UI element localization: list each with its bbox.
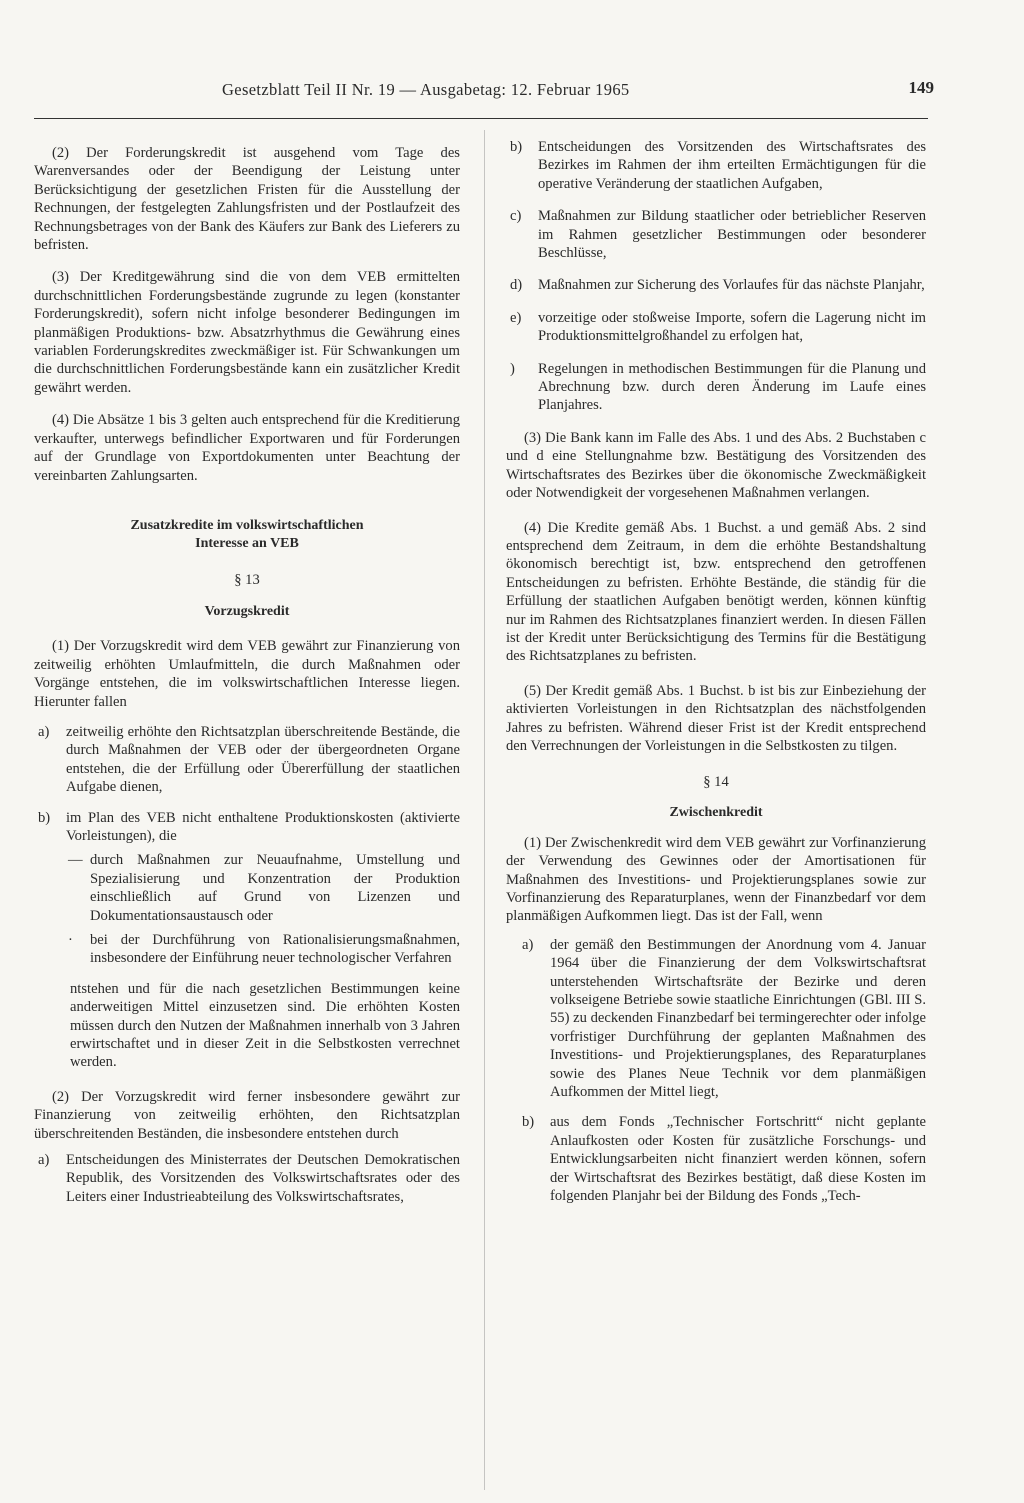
item-label: b) [510,139,523,155]
section-heading-zusatzkredite [34,517,460,553]
paragraph-5: (5) Der Kredit gemäß Abs. 1 Buchst. b ist bis zur Einbeziehung der aktivierten Vorleistungen in den Richtsatzplan des nächstfolgenden Jahres zu befristen. Während dieser Frist ist der Kredit entsprechend den Verrechnungen der Vorleistungen in die Selbstkosten zu tilgen. [506,682,926,754]
dash-text: durch Maßnahmen zur Neuaufnahme, Umstellung und Spezialisierung und Konzentration der Produktion einschließlich auf Grund von Lizenzen und Dokumentationsaustausch oder [90,852,460,924]
paragraph-3: (3) Der Kreditgewährung sind die von dem VEB ermittelten durchschnittlichen Forderungsbestände zugrunde zu legen (konstanter Forderungskredit), sofern nicht infolge besonderer Bedingungen im planmäßigen Produktions- bzw. Absatzrhythmus die Gewährung eines variablen Forderungskredites zweckmäßiger ist. Für Schwankungen um die durchschnittlichen Forderungsbestände kann ein zusätzlicher Kredit gewährt werden. [34,269,460,396]
s14-item-a [518,936,926,1102]
s14-paragraph-1: (1) Der Zwischenkredit wird dem VEB gewährt zur Vorfinanzierung der Verwendung des Gewinnes oder der Amortisationen für Maßnahmen des Investitions- und Projektierungsplanes sowie zur Vorfinanzierung des Reparaturplanes, wenn der Finanzbedarf vor dem planmäßigen Aufkommen liegt. Das ist der Fall, wenn [506,834,926,925]
item-text: Entscheidungen des Ministerrates der Deutschen Demokratischen Republik, des Vorsitzenden des Volkswirtschaftsrates oder des Leiters einer Industrieabteilung des Volkswirtschaftsrates, [66,1152,460,1205]
dash-text: bei der Durchführung von Rationalisierungsmaßnahmen, insbesondere der Einführung neuer technologischer Verfahren [90,932,460,967]
item-label: b) [38,809,51,826]
s13-item-b-dash-1 [62,851,460,925]
item-b [506,138,926,193]
item-text: aus dem Fonds „Technischer Fortschritt“ nicht geplante Anlaufkosten oder Kosten für zusätzliche Forschungs- und Entwicklungsarbeiten nicht finanziert werden können, sofern der Wirtschaftsrat des Bezirkes bestätigt, daß diese Kosten im folgenden Planjahr bei der Bildung des Fonds „Tech- [550,1114,926,1205]
dash-label: — [68,852,83,869]
item-e [506,309,926,346]
page-header-title: Gesetzblatt Teil II Nr. 19 — Ausgabetag: 12. Februar 1965 [222,80,630,99]
s13-item-b-dash-2 [62,931,460,968]
heading-zwischenkredit: Zwischenkredit [669,804,763,820]
item-text: im Plan des VEB nicht enthaltene Produktionskosten (aktivierte Vorleistungen), die [66,809,460,844]
item-text: zeitweilig erhöhte den Richtsatzplan überschreitende Bestände, die durch Maßnahmen der VEB oder der übergeordneten Organe entstehen, die der Erfüllung oder Übererfüllung der staatlichen Aufgabe dienen, [66,723,460,796]
left-column [34,144,460,1206]
item-label: a) [522,936,534,953]
heading-line-1: Zusatzkredite im volkswirtschaftlichen [130,517,364,533]
heading-vorzugskredit: Vorzugskredit [204,604,290,620]
dash-label: · [68,932,73,948]
item-text: Maßnahmen zur Bildung staatlicher oder betrieblicher Reserven im Rahmen gesetzlicher Bestimmungen oder besonderer Beschlüsse, [538,208,926,262]
s13-p2-item-a [34,1151,460,1206]
paragraph-2: (2) Der Forderungskredit ist ausgehend vom Tage des Warenversandes oder der Beendigung der Leistung unter Berücksichtigung der gesetzlichen Fristen für die Ausstellung der Rechnungen, der festgelegten Zahlungsfristen und der Postlaufzeit des Rechnungsbetrages von der Bank des Käufers zur Bank des Lieferers zu befristen. [34,145,460,254]
item-text: Maßnahmen zur Sicherung des Vorlaufes für das nächste Planjahr, [538,277,925,294]
item-text: der gemäß den Bestimmungen der Anordnung vom 4. Januar 1964 über die Finanzierung der dem Volkswirtschaftsrat unterstehenden Wirtschaftsräte der Bezirke und deren volkseigene Betriebe sowie staatliche Einrichtungen (GBl. III S. 55) zu deckenden Finanzbedarf bei termingerechter oder infolge vorfristiger Durchführung der geplanten Maßnahmen des Investitions- und Projektierungsplanes, des Reparaturplanes sowie des Planes Neue Technik vor dem planmäßigen Aufkommen der Mittel liegt, [550,936,926,1101]
item-text: Regelungen in methodischen Bestimmungen für die Planung und Abrechnung bzw. durch deren Änderung im Laufe eines Planjahres. [538,360,926,414]
section-number-13: § 13 [234,571,260,588]
s13-paragraph-2: (2) Der Vorzugskredit wird ferner insbesondere gewährt zur Finanzierung von zeitweilig erhöhten, den Richtsatzplan überschreitenden Beständen, die insbesondere entstehen durch [34,1088,460,1142]
s13-item-b [34,809,460,846]
item-label: e) [510,309,522,326]
s14-item-b [518,1113,926,1205]
item-text: Entscheidungen des Vorsitzenden des Wirtschaftsrates des Bezirkes im Rahmen der ihm erteilten Ermächtigungen für die operative Veränderung der staatlichen Aufgaben, [538,139,926,192]
item-text: vorzeitige oder stoßweise Importe, sofern die Lagerung nicht im Produktionsmittelgroßhandel zu erfolgen hat, [538,309,926,345]
item-f [506,360,926,415]
s13-item-a [34,723,460,797]
item-d [506,276,926,294]
item-label: c) [510,208,522,225]
s13-item-b-continuation: ntstehen und für die nach gesetzlichen Bestimmungen keine anderweitigen Mittel einzusetzen sind. Die erhöhten Kosten müssen durch den Nutzen der Maßnahmen innerhalb von 3 Jahren erwirtschaftet und in dieser Zeit in die Selbstkosten verrechnet werden. [70,980,460,1071]
s13-paragraph-1: (1) Der Vorzugskredit wird dem VEB gewährt zur Finanzierung von zeitweilig erhöhten Umlaufmitteln, die durch Maßnahmen oder Vorgänge entstehen, die im volkswirtschaftlichen Interesse liegen. Hierunter fallen [34,638,460,710]
item-label: a) [38,723,50,740]
item-label: b) [522,1114,535,1131]
column-divider [484,130,485,1490]
page-number: 149 [908,78,934,97]
heading-line-2: Interesse an VEB [195,535,299,551]
item-label: a) [38,1152,50,1169]
page-header [34,78,934,119]
paragraph-4: (4) Die Absätze 1 bis 3 gelten auch entsprechend für die Kreditierung verkaufter, unterwegs befindlicher Exportwaren und für Forderungen auf der Grundlage von Exportdokumenten unter Beachtung der vereinbarten Zahlungsarten. [34,412,460,484]
item-label: d) [510,277,523,294]
paragraph-4: (4) Die Kredite gemäß Abs. 1 Buchst. a und gemäß Abs. 2 sind entsprechend dem Zeitraum, in dem die erhöhte Bestandshaltung ökonomisch berechtigt ist, bzw. entsprechend den getroffenen Entscheidungen zu befristen. Erhöhte Bestände, die ständig für die Erfüllung der staatlichen Aufgaben benötigt werden, können künftig nur im Rahmen des Richtsatzplanes finanziert werden. In diesen Fällen ist der Kredit unter Berücksichtigung des Termins für die Bestätigung des Richtsatzplanes zu befristen. [506,519,926,665]
section-number-14: § 14 [703,774,729,791]
paragraph-3: (3) Die Bank kann im Falle des Abs. 1 und des Abs. 2 Buchstaben c und d eine Stellungnahme bzw. Bestätigung des Vorsitzenden des Wirtschaftsrates des Bezirkes über die ökonomische Zweckmäßigkeit oder Notwendigkeit der vorgesehenen Maßnahmen verlangen. [506,429,926,502]
item-label: ) [510,360,515,377]
right-column [506,139,926,1206]
item-c [506,207,926,262]
